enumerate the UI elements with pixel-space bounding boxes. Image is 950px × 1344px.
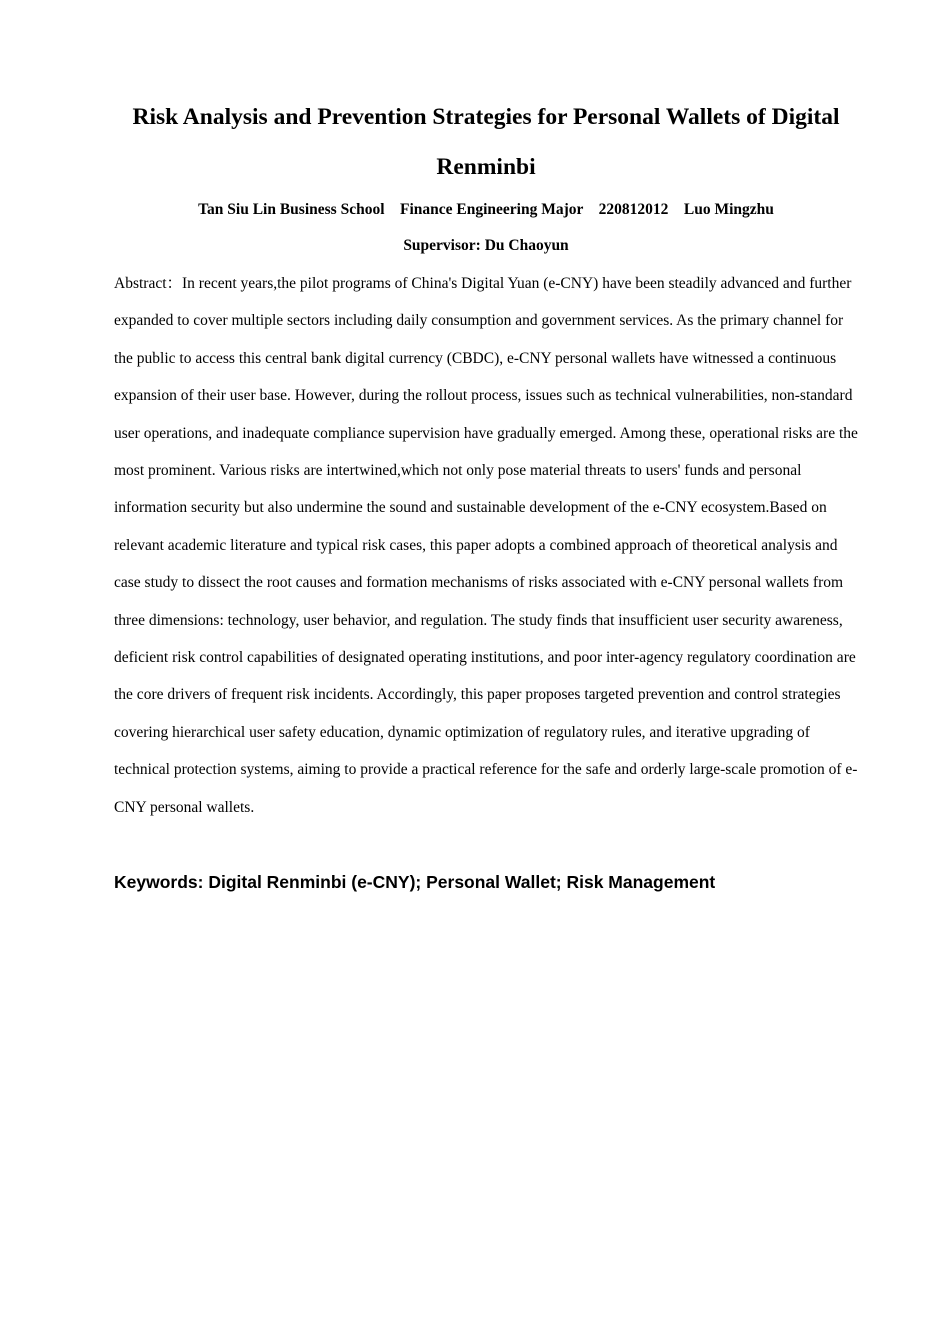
abstract-text: In recent years,the pilot programs of China's Digital Yuan (e-CNY) have been steadily advanced and further expanded to cover multiple sectors including daily consumption and government services. As the primary channel for the public to access this central bank digital currency (CBDC), e-CNY personal wallets have witnessed a continuous expansion of their user base. However, during the rollout process, issues such as technical vulnerabilities, non-standard user operations, and inadequate compliance supervision have gradually emerged. Among these, operational risks are the most prominent. Various risks are intertwined,which not only pose material threats to users' funds and personal information security but also undermine the sound and sustainable development of the e-CNY ecosystem.Based on relevant academic literature and typical risk cases, this paper adopts a combined approach of theoretical analysis and case study to dissect the root causes and formation mechanisms of risks associated with e-CNY personal wallets from three dimensions: technology, user behavior, and regulation. The study finds that insufficient user security awareness, deficient risk control capabilities of designated operating institutions, and poor inter-agency regulatory coordination are the core drivers of frequent risk incidents. Accordingly, this paper proposes targeted prevention and control strategies covering hierarchical user safety education, dynamic optimization of regulatory rules, and iterative upgrading of technical protection systems, aiming to provide a practical reference for the safe and orderly large-scale promotion of e-CNY personal wallets. bbox=[114, 275, 858, 816]
author-info: Tan Siu Lin Business School Finance Engineering Major 220812012 Luo Mingzhu bbox=[198, 201, 774, 218]
supervisor-info: Supervisor: Du Chaoyun bbox=[403, 237, 569, 254]
paper-title: Risk Analysis and Prevention Strategies for Personal Wallets of Digital Renminbi bbox=[132, 104, 840, 180]
abstract-label: Abstract： bbox=[114, 275, 183, 292]
abstract-paragraph bbox=[114, 265, 864, 826]
keywords-line: Keywords: Digital Renminbi (e-CNY); Personal Wallet; Risk Management bbox=[114, 872, 716, 892]
